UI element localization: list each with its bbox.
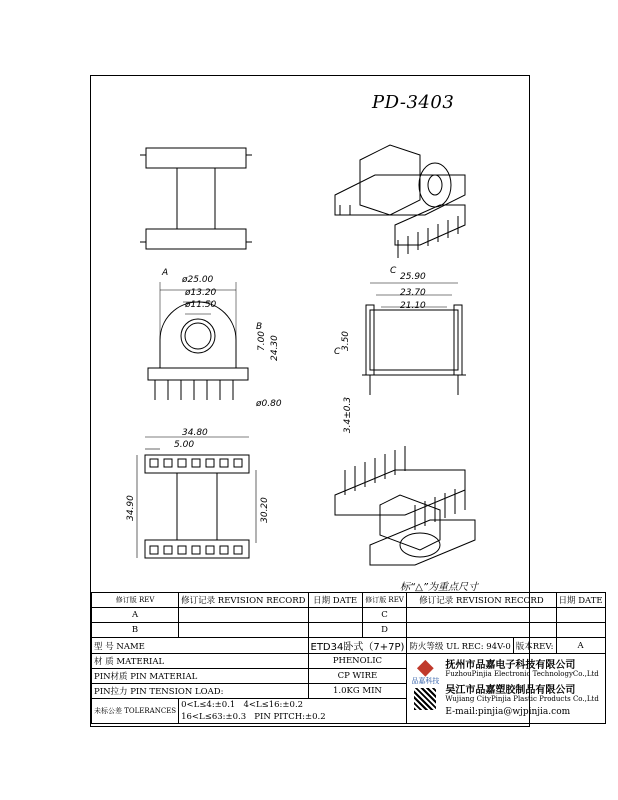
bottom-footprint-view <box>137 437 256 558</box>
email: E-mail:pinjia@wjpinjia.com <box>445 707 571 717</box>
tol-label: 未标公差 TOLERANCES <box>92 699 179 724</box>
date-header-2: 日期 DATE <box>556 593 605 608</box>
bottom-iso-view <box>335 446 475 565</box>
tension-label: PIN拉力 PIN TENSION LOAD: <box>92 684 309 699</box>
rev-d: D <box>362 623 407 638</box>
qr-code-icon <box>414 688 436 710</box>
dim-23-7: 23.70 <box>400 288 426 298</box>
key-dimension-note: 标“△”为重点尺寸 <box>400 582 479 593</box>
dim-3-4: 3.4±0.3 <box>343 396 354 434</box>
pin-material-value: CP WIRE <box>308 669 407 684</box>
material-label: 材 质 MATERIAL <box>92 654 309 669</box>
dim-5: 5.00 <box>174 440 195 450</box>
datum-c-2: C <box>334 347 341 357</box>
part-number: PD-3403 <box>372 92 455 113</box>
company-cell <box>407 654 605 724</box>
dim-phi25: ø25.00 <box>182 275 214 285</box>
dim-phi13: ø13.20 <box>185 288 217 298</box>
record-header: 修订记录 REVISION RECORD <box>179 593 308 608</box>
dim-7: 7.00 <box>257 330 268 352</box>
model-value: ETD34卧式（7+7P) <box>308 638 407 654</box>
rev-c: C <box>362 608 407 623</box>
rev-a: A <box>92 608 179 623</box>
dim-3-5: 3.50 <box>341 330 352 352</box>
dim-34-8: 34.80 <box>182 428 208 438</box>
material-value: PHENOLIC <box>308 654 407 669</box>
dim-pin: ø0.80 <box>256 399 282 409</box>
dim-phi11: ø11.50 <box>185 300 217 310</box>
rev-header: 修订版 REV <box>92 593 179 608</box>
company-logo <box>409 656 441 710</box>
top-front-view <box>140 148 252 249</box>
dim-24: 24.30 <box>269 335 280 361</box>
company2-en: Wujiang CityPinjia Plastic Products Co.,Ltd <box>445 695 599 703</box>
datum-b: B <box>256 322 263 332</box>
version-value: A <box>556 638 605 654</box>
tol-4: PIN PITCH:±0.2 <box>254 712 326 722</box>
dim-34-9: 34.90 <box>125 495 136 521</box>
flame-label: 防火等级 UL REC: 94V-0 <box>407 638 513 654</box>
dim-25-9: 25.90 <box>400 272 426 282</box>
datum-a: A <box>162 268 169 278</box>
rev-header-2: 修订版 REV <box>362 593 407 608</box>
record-header-2: 修订记录 REVISION RECORD <box>407 593 556 608</box>
tol-3: 16<L≤63:±0.3 <box>181 712 247 722</box>
logo-text: 品嘉科技 <box>411 677 440 685</box>
tol-1: 0<L≤4:±0.1 <box>181 700 236 710</box>
model-label: 型 号 NAME <box>92 638 309 654</box>
rev-b: B <box>92 623 179 638</box>
datum-c: C <box>390 266 397 276</box>
tol-2: 4<L≤16:±0.2 <box>243 700 304 710</box>
version-label: 版本REV: <box>513 638 556 654</box>
dim-21-1: 21.10 <box>400 301 426 311</box>
dim-30-2: 30.20 <box>259 497 270 523</box>
company-en: FuzhouPinjia Electronic TechnologyCo.,Ltd <box>445 670 599 678</box>
tension-value: 1.0KG MIN <box>308 684 407 699</box>
company-cn: 抚州市品嘉电子科技有限公司 <box>445 660 576 671</box>
company2-cn: 吴江市品嘉塑胶制品有限公司 <box>445 685 576 696</box>
title-block <box>91 592 606 724</box>
logo-icon: ◆ <box>416 654 434 680</box>
top-iso-view <box>335 145 465 258</box>
middle-side-view <box>362 283 466 395</box>
pin-material-label: PIN材质 PIN MATERIAL <box>92 669 309 684</box>
date-header: 日期 DATE <box>308 593 362 608</box>
